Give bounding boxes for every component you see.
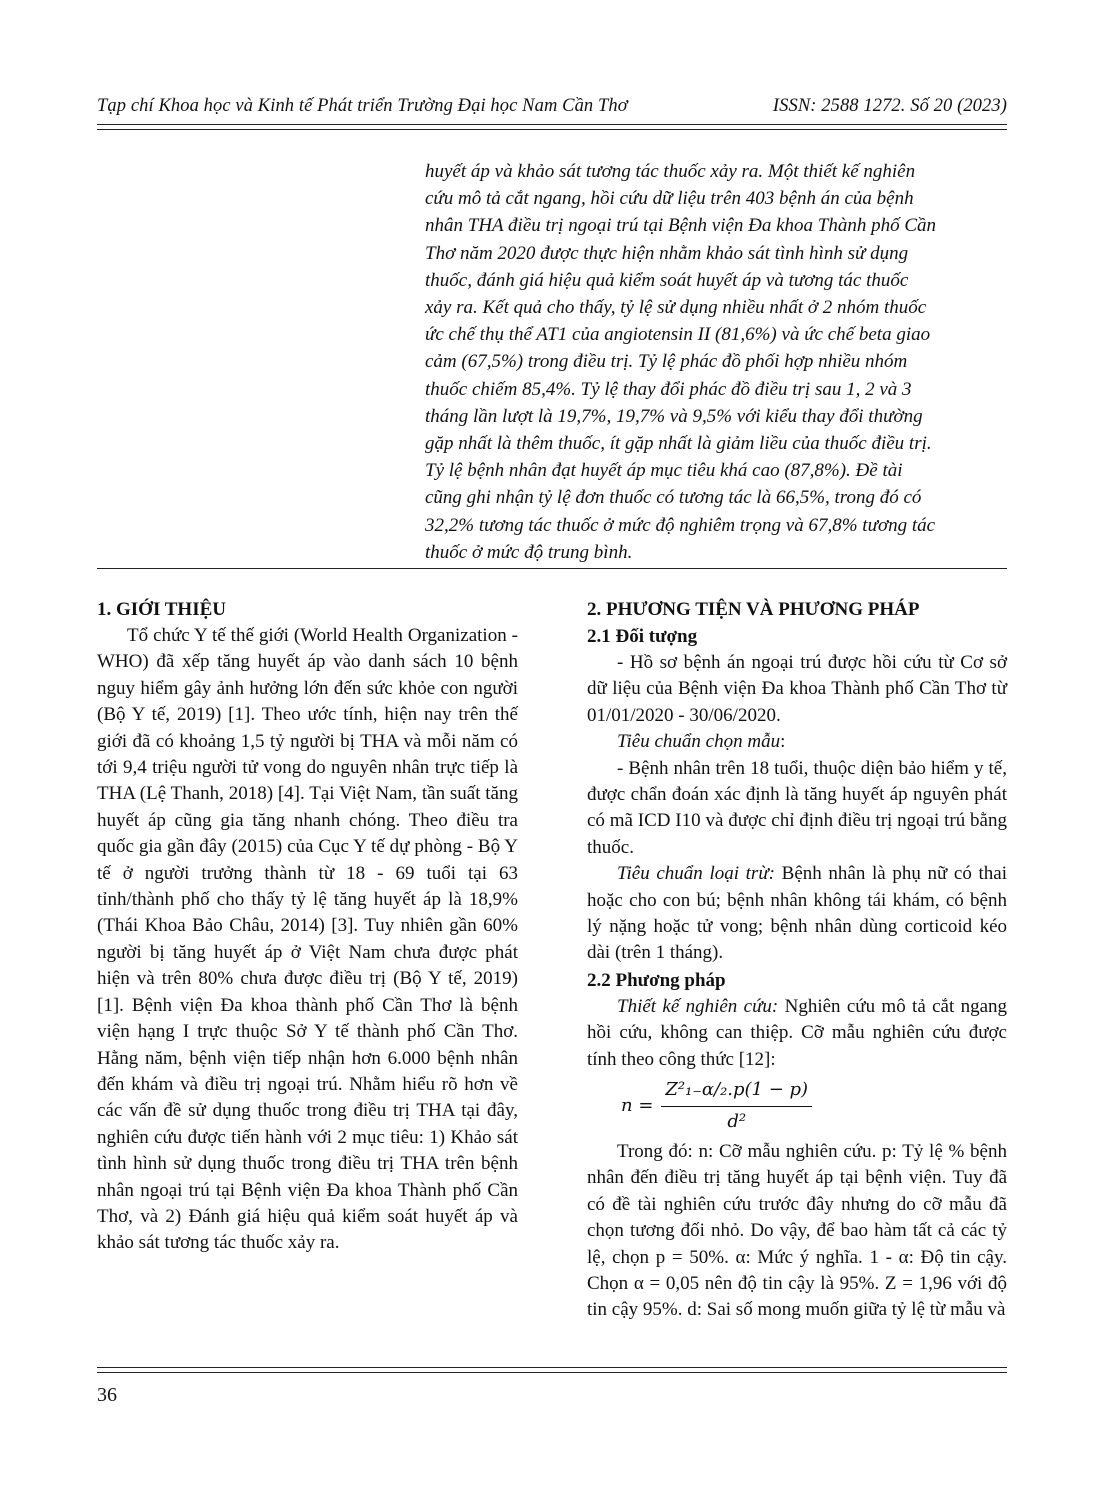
abstract-line: cứu mô tả cắt ngang, hồi cứu dữ liệu trên 403 bệnh án của bệnh (425, 188, 914, 210)
section-heading-introduction: 1. GIỚI THIỆU (97, 599, 226, 620)
left-column (97, 596, 518, 1257)
abstract-line: thuốc chiếm 85,4%. Tỷ lệ thay đổi phác đồ điều trị sau 1, 2 và 3 (425, 378, 912, 400)
formula-numerator: Z²₁₋α/₂.p(1 − p) (661, 1077, 812, 1106)
running-header (97, 96, 1007, 117)
design-text: Nghiên cứu mô tả cắt ngang hồi cứu, không can thiệp. Cỡ mẫu nghiên cứu được tính theo công thức [12]: (587, 995, 1007, 1070)
abstract-line: gặp nhất là thêm thuốc, ít gặp nhất là giảm liều của thuốc điều trị. (425, 433, 932, 455)
subsection-heading-subjects: 2.1 Đối tượng (587, 626, 698, 647)
design-label: Thiết kế nghiên cứu: (617, 995, 779, 1017)
abstract-line: tháng lần lượt là 19,7%, 19,7% và 9,5% với kiểu thay đổi thường (425, 405, 923, 427)
abstract-line: thuốc, đánh giá hiệu quả kiểm soát huyết áp và tương tác thuốc (425, 269, 909, 291)
journal-title: Tạp chí Khoa học và Kinh tế Phát triển Trường Đại học Nam Cần Thơ (97, 96, 628, 116)
formula-denominator: d² (727, 1110, 747, 1132)
header-double-rule (97, 124, 1007, 130)
abstract-line: Thơ năm 2020 được thực hiện nhằm khảo sát tình hình sử dụng (425, 242, 909, 264)
right-column (587, 596, 1007, 1324)
inclusion-label-text: Tiêu chuẩn chọn mẫu (617, 731, 781, 753)
footer-double-rule (97, 1367, 1007, 1373)
formula-lhs: n = (621, 1094, 654, 1116)
inclusion-label-colon: : (780, 731, 786, 753)
abstract-rule (97, 568, 1007, 569)
formula-fraction (661, 1077, 812, 1135)
section-heading-methods: 2. PHƯƠNG TIỆN VÀ PHƯƠNG PHÁP (587, 599, 920, 620)
abstract-line: cũng ghi nhận tỷ lệ đơn thuốc có tương tác là 66,5%, trong đó có (425, 487, 922, 509)
abstract-line: 32,2% tương tác thuốc ở mức độ nghiêm trọng và 67,8% tương tác (425, 514, 936, 536)
sample-size-formula (621, 1077, 1007, 1135)
inclusion-criteria-paragraph: - Bệnh nhân trên 18 tuổi, thuộc diện bảo hiểm y tế, được chẩn đoán xác định là tăng huyết áp nguyên phát có mã ICD I10 và được chỉ định điều trị ngoại trú bằng thuốc. (587, 757, 1007, 858)
exclusion-criteria-paragraph (587, 861, 1007, 967)
abstract-line: nhân THA điều trị ngoại trú tại Bệnh viện Đa khoa Thành phố Cần (425, 215, 937, 237)
abstract-text (425, 158, 1007, 566)
formula-explanation-paragraph: Trong đó: n: Cỡ mẫu nghiên cứu. p: Tỷ lệ % bệnh nhân đến điều trị tăng huyết áp tại bệnh viện. Tuy đã có đề tài nghiên cứu trước đây nhưng do cỡ mẫu đã chọn tương đối nhỏ. Do vậy, để bao hàm tất cả các tỷ lệ, chọn p = 50%. α: Mức ý nghĩa. 1 - α: Độ tin cậy. Chọn α = 0,05 nên độ tin cậy là 95%. Z = 1,96 với độ tin cậy 95%. d: Sai số mong muốn giữa tỷ lệ từ mẫu và (587, 1140, 1007, 1321)
design-paragraph (587, 994, 1007, 1073)
inclusion-criteria-label (587, 729, 1007, 755)
abstract-line: xảy ra. Kết quả cho thấy, tỷ lệ sử dụng nhiều nhất ở 2 nhóm thuốc (425, 297, 927, 319)
exclusion-label: Tiêu chuẩn loại trừ: (617, 863, 776, 885)
issn-info: ISSN: 2588 1272. Số 20 (2023) (772, 96, 1007, 116)
abstract-line: ức chế thụ thể AT1 của angiotensin II (81,6%) và ức chế beta giao (425, 324, 931, 346)
subjects-paragraph: - Hồ sơ bệnh án ngoại trú được hồi cứu từ Cơ sở dữ liệu của Bệnh viện Đa khoa Thành phố Cần Thơ từ 01/01/2020 - 30/06/2020. (587, 652, 1007, 726)
abstract-line: thuốc ở mức độ trung bình. (425, 541, 633, 563)
exclusion-text: Bệnh nhân là phụ nữ có thai hoặc cho con bú; bệnh nhân không tái khám, có bệnh lý nặng hoặc tử vong; bệnh nhân dùng corticoid kéo dài (trên 1 tháng). (587, 863, 1007, 964)
abstract-line: Tỷ lệ bệnh nhân đạt huyết áp mục tiêu khá cao (87,8%). Đề tài (425, 460, 903, 482)
introduction-paragraph: Tổ chức Y tế thế giới (World Health Organization - WHO) đã xếp tăng huyết áp vào danh sách 10 bệnh nguy hiểm gây ảnh hưởng lớn đến sức khỏe con người (Bộ Y tế, 2019) [1]. Theo ước tính, hiện nay trên thế giới đã có khoảng 1,5 tỷ người bị THA và mỗi năm có tới 9,4 triệu người tử vong do nguyên nhân trực tiếp là THA (Lệ Thanh, 2018) [4]. Tại Việt Nam, tần suất tăng huyết áp cũng gia tăng nhanh chóng. Theo điều tra quốc gia gần đây (2015) của Cục Y tế dự phòng - Bộ Y tế ở người trưởng thành từ 18 - 69 tuổi tại 63 tỉnh/thành phố cho thấy tỷ lệ tăng huyết áp là 18,9% (Thái Khoa Bảo Châu, 2014) [3]. Tuy nhiên gần 60% người bị tăng huyết áp ở Việt Nam chưa được phát hiện và trên 80% chưa được điều trị (Bộ Y tế, 2019) [1]. Bệnh viện Đa khoa thành phố Cần Thơ là bệnh viện hạng I trực thuộc Sở Y tế thành phố Cần Thơ. Hằng năm, bệnh viện tiếp nhận hơn 6.000 bệnh nhân đến khám và điều trị ngoại trú. Nhằm hiểu rõ hơn về các vấn đề sử dụng thuốc trong điều trị THA tại đây, nghiên cứu được tiến hành với 2 mục tiêu: 1) Khảo sát tình hình sử dụng thuốc trong điều trị THA trên bệnh nhân ngoại trú tại Bệnh viện Đa khoa Thành phố Cần Thơ, và 2) Đánh giá hiệu quả kiểm soát huyết áp và khảo sát tương tác thuốc xảy ra. (97, 625, 518, 1254)
subsection-heading-method: 2.2 Phương pháp (587, 969, 726, 991)
abstract-line: cảm (67,5%) trong điều trị. Tỷ lệ phác đồ phối hợp nhiều nhóm (425, 351, 908, 373)
abstract-line: huyết áp và khảo sát tương tác thuốc xảy ra. Một thiết kế nghiên (425, 161, 916, 182)
page-number: 36 (97, 1384, 117, 1406)
